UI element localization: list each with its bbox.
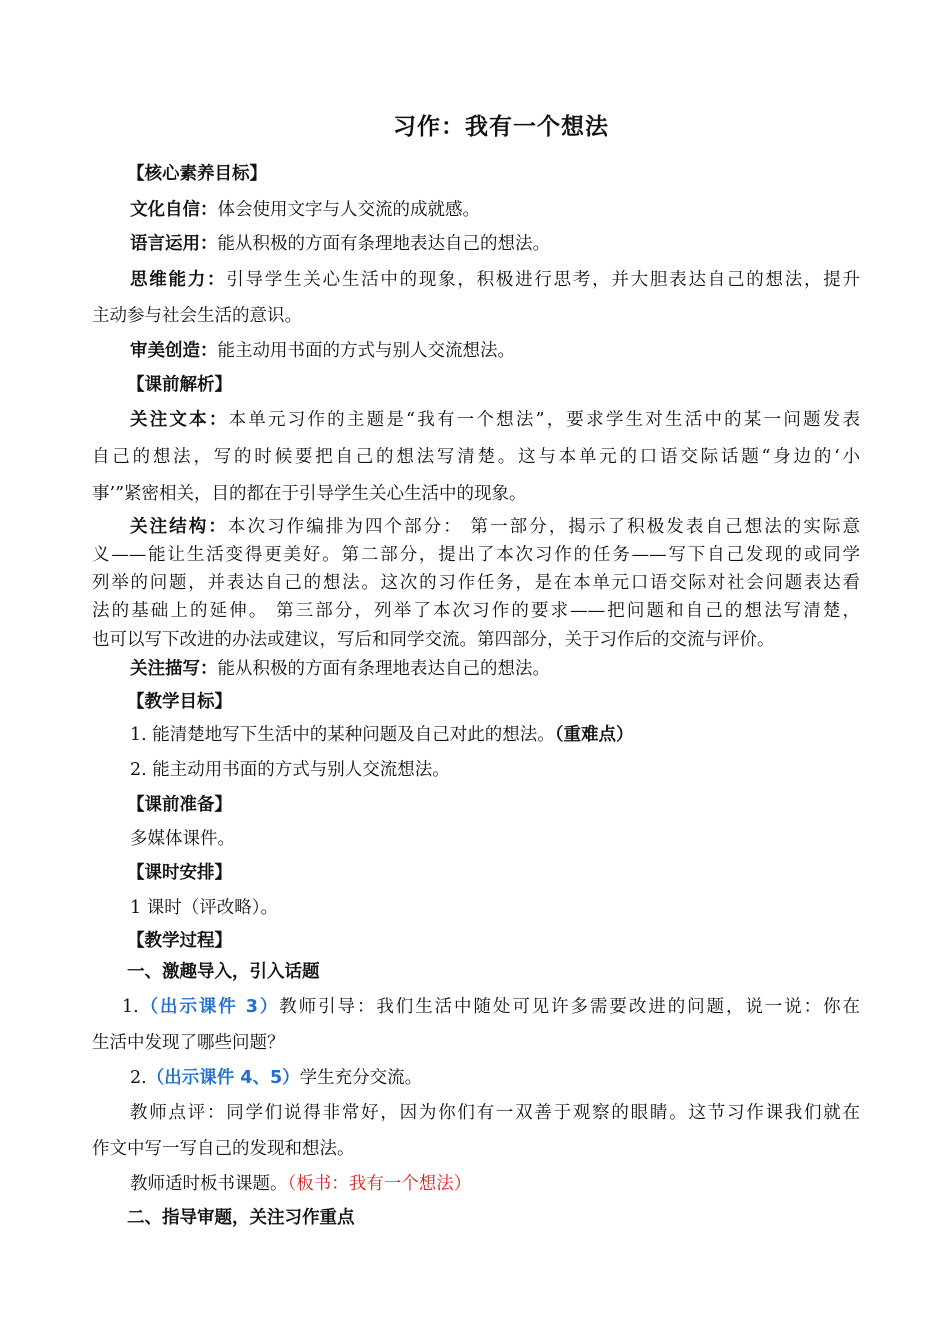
schedule-text: 1 课时（评改略）。: [130, 898, 278, 918]
analysis-text-1: 本单元习作的主题是“我有一个想法”，要求学生对生活中的某一问题发表: [228, 410, 860, 430]
process-item-1-line2: 生活中发现了哪些问题？: [92, 1033, 285, 1053]
item-1-tag: （出示课件 3）: [138, 997, 280, 1017]
analysis-text-line1: [130, 408, 860, 432]
structure-label: 关注结构：: [130, 517, 228, 537]
prep-text: 多媒体课件。: [130, 829, 235, 849]
comment-line2: 作文中写一写自己的发现和想法。: [92, 1139, 355, 1159]
analysis-heading: 【课前解析】: [127, 375, 232, 395]
section-1-heading: 一、激趣导入，引入话题: [127, 962, 320, 982]
analysis-text-line3: 事’”紧密相关，目的都在于引导学生关心生活中的现象。: [92, 484, 527, 504]
core-aesthetic: [130, 339, 860, 363]
analysis-structure-1: 本次习作编排为四个部分： 第一部分，揭示了积极发表自己想法的实际意: [227, 517, 861, 537]
analysis-structure-line2: 义——能让生活变得更美好。第二部分，提出了本次习作的任务——写下自己发现的或同学: [92, 545, 860, 565]
core-thinking-line2: 主动参与社会生活的意识。: [92, 306, 302, 326]
analysis-text-line2: 自己的想法，写的时候要把自己的想法写清楚。这与本单元的口语交际话题“身边的‘小: [92, 447, 860, 467]
analysis-structure-line3: 列举的问题，并表达自己的想法。这次的习作任务，是在本单元口语交际对社会问题表达看: [92, 573, 860, 593]
item-2-tag: （出示课件 4、5）: [146, 1068, 300, 1088]
analysis-structure-line1: [130, 515, 860, 539]
goal-1-mark: （重难点）: [554, 725, 634, 745]
item-2-number: 2.: [130, 1068, 147, 1088]
board-line: [130, 1172, 860, 1196]
thinking-label: 思维能力：: [130, 270, 227, 290]
process-heading: 【教学过程】: [127, 931, 232, 951]
language-label: 语言运用：: [130, 234, 218, 254]
description-text: 能从积极的方面有条理地表达自己的想法。: [217, 659, 550, 679]
process-item-1-line1: [122, 995, 860, 1019]
process-item-2: [130, 1066, 860, 1090]
text-label: 关注文本：: [130, 410, 229, 430]
item-2-text: 学生充分交流。: [299, 1068, 423, 1088]
core-heading: 【核心素养目标】: [127, 164, 267, 184]
description-label: 关注描写：: [130, 659, 218, 679]
thinking-text-1: 引导学生关心生活中的现象，积极进行思考，并大胆表达自己的想法，提升: [226, 270, 861, 290]
goal-1-text: 1. 能清楚地写下生活中的某种问题及自己对此的想法。: [130, 725, 555, 745]
aesthetic-label: 审美创造：: [130, 341, 218, 361]
core-culture: [130, 198, 860, 222]
aesthetic-text: 能主动用书面的方式与别人交流想法。: [217, 341, 515, 361]
prep-heading: 【课前准备】: [127, 795, 232, 815]
culture-text: 体会使用文字与人交流的成就感。: [217, 200, 480, 220]
goal-2: 2. 能主动用书面的方式与别人交流想法。: [130, 760, 450, 780]
board-tag: （板书：我有一个想法）: [287, 1174, 472, 1194]
core-language: [130, 232, 860, 256]
section-2-heading: 二、指导审题，关注习作重点: [127, 1208, 355, 1228]
language-text: 能从积极的方面有条理地表达自己的想法。: [217, 234, 550, 254]
comment-line1: 教师点评：同学们说得非常好，因为你们有一双善于观察的眼睛。这节习作课我们就在: [130, 1103, 860, 1123]
analysis-structure-line4: 法的基础上的延伸。 第三部分，列举了本次习作的要求——把问题和自己的想法写清楚，: [92, 601, 860, 621]
analysis-description: [130, 657, 860, 681]
culture-label: 文化自信：: [130, 200, 218, 220]
item-1-number: 1.: [122, 997, 139, 1017]
core-thinking-line1: [130, 268, 860, 292]
goals-heading: 【教学目标】: [127, 692, 232, 712]
board-text: 教师适时板书课题。: [130, 1174, 288, 1194]
page-title: 习作：我有一个想法: [393, 114, 609, 140]
item-1-text-1: 教师引导：我们生活中随处可见许多需要改进的问题，说一说：你在: [279, 997, 860, 1017]
schedule-heading: 【课时安排】: [127, 863, 232, 883]
goal-1: [130, 723, 860, 747]
analysis-structure-line5: 也可以写下改进的办法或建议，写后和同学交流。第四部分，关于习作后的交流与评价。: [92, 630, 775, 650]
